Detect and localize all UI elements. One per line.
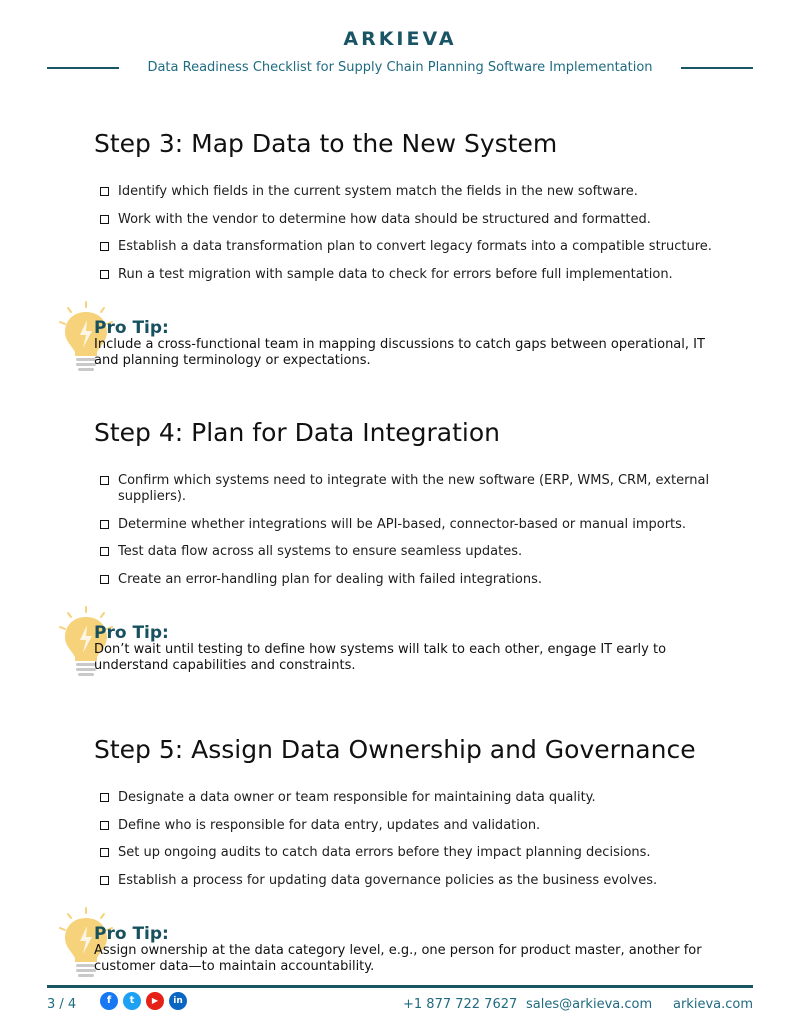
step-3-section	[94, 128, 734, 294]
checklist-item-text: Confirm which systems need to integrate with the new software (ERP, WMS, CRM, external suppliers).	[118, 473, 710, 504]
pro-tip-title: Pro Tip:	[94, 924, 169, 944]
checklist-item-text: Create an error-handling plan for dealing with failed integrations.	[118, 571, 542, 587]
checklist	[94, 473, 734, 588]
pro-tip-title: Pro Tip:	[94, 623, 169, 643]
checklist-item-text: Designate a data owner or team responsible for maintaining data quality.	[118, 790, 596, 805]
pro-tip-text: Assign ownership at the data category level, e.g., one person for product master, another for customer data—to maintain accountability.	[94, 943, 702, 974]
checklist-item	[94, 818, 734, 834]
checklist-item	[94, 517, 734, 533]
step-title: Step 4: Plan for Data Integration	[94, 418, 500, 447]
step-4-section	[94, 417, 734, 599]
checkbox-icon[interactable]	[100, 270, 109, 279]
facebook-icon[interactable]: f	[100, 992, 118, 1010]
header-subtitle-row	[47, 59, 753, 77]
checklist-item-text: Establish a data transformation plan to convert legacy formats into a compatible structure.	[118, 239, 712, 254]
pro-tip-text: Include a cross-functional team in mapping discussions to catch gaps between operational, IT and planning terminology or expectations.	[94, 337, 705, 368]
checklist-item	[94, 267, 734, 283]
pro-tip	[54, 300, 734, 375]
checklist-item-text: Run a test migration with sample data to check for errors before full implementation.	[118, 266, 673, 282]
step-5-section	[94, 734, 734, 900]
phone-link[interactable]: +1 877 722 7627	[403, 997, 518, 1012]
footer-rule	[47, 985, 753, 988]
checkbox-icon[interactable]	[100, 876, 109, 885]
checklist-item-text: Determine whether integrations will be API-based, connector-based or manual imports.	[118, 516, 687, 532]
checklist-item-text: Define who is responsible for data entry, updates and validation.	[118, 817, 541, 833]
checkbox-icon[interactable]	[100, 476, 109, 485]
checklist-item-text: Set up ongoing audits to catch data errors before they impact planning decisions.	[118, 845, 651, 860]
checklist-item-text: Test data flow across all systems to ensure seamless updates.	[118, 544, 523, 559]
document-subtitle: Data Readiness Checklist for Supply Chain Planning Software Implementation	[147, 60, 653, 75]
email-link[interactable]: sales@arkieva.com	[526, 997, 653, 1012]
youtube-icon[interactable]: ▶	[146, 992, 164, 1010]
checklist-item	[94, 473, 734, 505]
pro-tip	[54, 605, 734, 680]
step-title: Step 5: Assign Data Ownership and Governance	[94, 735, 696, 764]
pro-tip-text: Don’t wait until testing to define how systems will talk to each other, engage IT early to understand capabilities and constraints.	[94, 642, 667, 673]
checkbox-icon[interactable]	[100, 547, 109, 556]
step-title: Step 3: Map Data to the New System	[94, 129, 558, 158]
website-link[interactable]: arkieva.com	[673, 997, 754, 1012]
pro-tip-title: Pro Tip:	[94, 318, 169, 338]
page-number: 3 / 4	[47, 997, 77, 1012]
checkbox-icon[interactable]	[100, 215, 109, 224]
checklist-item	[94, 572, 734, 588]
checklist-item	[94, 873, 734, 889]
checkbox-icon[interactable]	[100, 520, 109, 529]
checklist-item	[94, 184, 734, 200]
checklist-item-text: Establish a process for updating data governance policies as the business evolves.	[118, 872, 658, 888]
linkedin-icon[interactable]: in	[169, 992, 187, 1010]
checkbox-icon[interactable]	[100, 821, 109, 830]
pro-tip	[54, 906, 734, 981]
checklist-item	[94, 544, 734, 560]
checkbox-icon[interactable]	[100, 187, 109, 196]
checklist-item-text: Identify which fields in the current system match the fields in the new software.	[118, 184, 638, 199]
checklist-item-text: Work with the vendor to determine how data should be structured and formatted.	[118, 211, 651, 227]
checklist-item	[94, 212, 734, 228]
checklist	[94, 790, 734, 889]
checklist-item	[94, 239, 734, 255]
arkieva-logo: ARKIEVA	[343, 28, 457, 50]
header-rule-right	[681, 67, 753, 69]
checkbox-icon[interactable]	[100, 848, 109, 857]
checklist-item	[94, 845, 734, 861]
checkbox-icon[interactable]	[100, 575, 109, 584]
checklist	[94, 184, 734, 283]
checklist-item	[94, 790, 734, 806]
twitter-icon[interactable]: t	[123, 992, 141, 1010]
checkbox-icon[interactable]	[100, 242, 109, 251]
checkbox-icon[interactable]	[100, 793, 109, 802]
